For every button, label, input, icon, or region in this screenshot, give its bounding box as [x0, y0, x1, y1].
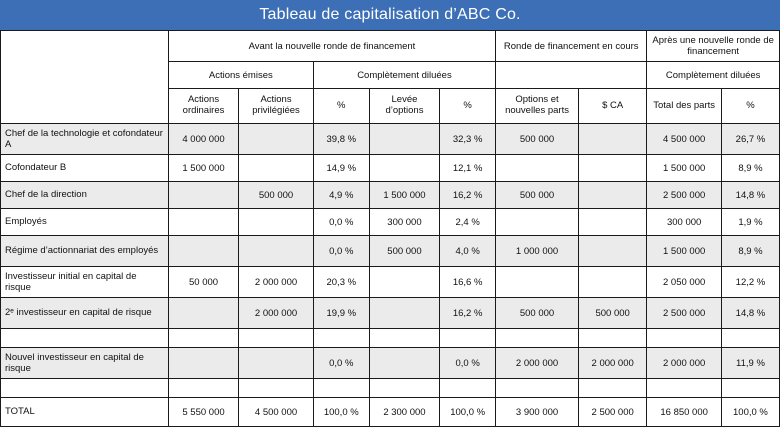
row-cell: 39,8 % — [313, 124, 369, 155]
page-title: Tableau de capitalisation d’ABC Co. — [0, 0, 780, 30]
row-cell: 100,0 % — [440, 398, 496, 427]
table-row — [1, 267, 780, 298]
row-label — [1, 379, 169, 398]
row-cell: 500 000 — [578, 298, 646, 329]
header-col-total-shares: Total des parts — [647, 89, 722, 124]
cap-table — [0, 30, 780, 427]
row-cell: 300 000 — [647, 209, 722, 236]
row-cell: 14,8 % — [721, 182, 779, 209]
row-cell: 14,8 % — [721, 298, 779, 329]
row-cell — [168, 348, 238, 379]
row-cell: 16,6 % — [440, 267, 496, 298]
row-label: Employés — [1, 209, 169, 236]
row-cell: 100,0 % — [313, 398, 369, 427]
row-cell: 300 000 — [369, 209, 439, 236]
table-body — [1, 124, 780, 427]
row-cell: 0,0 % — [313, 236, 369, 267]
row-cell: 1,9 % — [721, 209, 779, 236]
row-cell: 2 000 000 — [496, 348, 579, 379]
row-cell — [578, 329, 646, 348]
row-cell — [440, 329, 496, 348]
row-label: Nouvel investisseur en capital de risque — [1, 348, 169, 379]
row-label: Chef de la direction — [1, 182, 169, 209]
row-cell — [578, 155, 646, 182]
row-cell — [239, 329, 314, 348]
header-group-before-round: Avant la nouvelle ronde de financement — [168, 31, 495, 62]
row-cell — [440, 379, 496, 398]
header-col-pct-diluted-before: % — [440, 89, 496, 124]
row-cell: 4,0 % — [440, 236, 496, 267]
row-cell: 4 000 000 — [168, 124, 238, 155]
row-cell — [496, 209, 579, 236]
table-row — [1, 209, 780, 236]
row-cell — [369, 298, 439, 329]
row-cell — [239, 348, 314, 379]
row-cell: 16,2 % — [440, 298, 496, 329]
row-cell — [239, 155, 314, 182]
header-col-pct-issued: % — [313, 89, 369, 124]
row-cell: 2,4 % — [440, 209, 496, 236]
row-cell: 1 500 000 — [647, 155, 722, 182]
row-cell — [647, 379, 722, 398]
row-cell — [578, 124, 646, 155]
row-cell: 500 000 — [496, 298, 579, 329]
row-cell — [721, 329, 779, 348]
row-cell — [496, 155, 579, 182]
row-cell — [369, 124, 439, 155]
table-row — [1, 298, 780, 329]
header-subgroup-fully-diluted-before: Complètement diluées — [313, 62, 495, 89]
row-cell: 2 000 000 — [578, 348, 646, 379]
row-cell — [496, 267, 579, 298]
table-row — [1, 155, 780, 182]
row-cell: 2 500 000 — [647, 182, 722, 209]
row-label: 2ᵉ investisseur en capital de risque — [1, 298, 169, 329]
table-row — [1, 398, 780, 427]
row-cell — [721, 379, 779, 398]
row-label: Cofondateur B — [1, 155, 169, 182]
row-cell: 4 500 000 — [647, 124, 722, 155]
row-cell: 5 550 000 — [168, 398, 238, 427]
row-cell: 1 000 000 — [496, 236, 579, 267]
row-label: Régime d’actionnariat des employés — [1, 236, 169, 267]
row-cell: 32,3 % — [440, 124, 496, 155]
row-cell: 2 000 000 — [647, 348, 722, 379]
row-cell — [496, 379, 579, 398]
row-cell: 1 500 000 — [647, 236, 722, 267]
row-cell — [369, 348, 439, 379]
row-cell: 50 000 — [168, 267, 238, 298]
row-cell: 20,3 % — [313, 267, 369, 298]
header-corner-cell — [1, 31, 169, 124]
row-cell: 0,0 % — [313, 348, 369, 379]
row-cell — [239, 379, 314, 398]
row-cell — [313, 329, 369, 348]
header-subgroup-fully-diluted-after: Complètement diluées — [647, 62, 780, 89]
table-row — [1, 124, 780, 155]
row-cell: 12,1 % — [440, 155, 496, 182]
row-cell: 4,9 % — [313, 182, 369, 209]
row-cell: 8,9 % — [721, 236, 779, 267]
header-group-current-round: Ronde de financement en cours — [496, 31, 647, 62]
row-cell: 500 000 — [239, 182, 314, 209]
header-subgroup-spacer — [496, 62, 647, 89]
row-cell: 2 500 000 — [578, 398, 646, 427]
row-cell: 500 000 — [369, 236, 439, 267]
row-cell — [369, 329, 439, 348]
row-cell — [168, 379, 238, 398]
row-cell: 16 850 000 — [647, 398, 722, 427]
row-cell: 11,9 % — [721, 348, 779, 379]
row-cell — [239, 236, 314, 267]
row-cell: 19,9 % — [313, 298, 369, 329]
header-col-options-new-shares: Options et nouvelles parts — [496, 89, 579, 124]
table-row — [1, 379, 780, 398]
row-cell — [578, 209, 646, 236]
header-group-after-round: Après une nouvelle ronde de financement — [647, 31, 780, 62]
table-row — [1, 182, 780, 209]
row-cell: 500 000 — [496, 124, 579, 155]
row-label: Investisseur initial en capital de risque — [1, 267, 169, 298]
row-cell — [168, 182, 238, 209]
row-cell: 100,0 % — [721, 398, 779, 427]
row-cell — [369, 155, 439, 182]
row-cell — [369, 267, 439, 298]
row-cell: 16,2 % — [440, 182, 496, 209]
row-cell — [168, 298, 238, 329]
header-group-row — [1, 31, 780, 62]
header-subgroup-issued-shares: Actions émises — [168, 62, 313, 89]
header-col-option-pool: Levée d’options — [369, 89, 439, 124]
row-cell: 12,2 % — [721, 267, 779, 298]
table-row — [1, 329, 780, 348]
row-cell — [239, 209, 314, 236]
row-cell — [578, 182, 646, 209]
row-cell: 26,7 % — [721, 124, 779, 155]
table-header — [1, 31, 780, 124]
row-cell: 500 000 — [496, 182, 579, 209]
row-label: TOTAL — [1, 398, 169, 427]
header-col-cad: $ CA — [578, 89, 646, 124]
row-cell — [647, 329, 722, 348]
table-row — [1, 236, 780, 267]
row-cell — [168, 329, 238, 348]
row-cell — [239, 124, 314, 155]
row-cell: 4 500 000 — [239, 398, 314, 427]
row-cell — [578, 379, 646, 398]
header-col-preferred-shares: Actions privilégiées — [239, 89, 314, 124]
header-col-common-shares: Actions ordinaires — [168, 89, 238, 124]
row-cell: 3 900 000 — [496, 398, 579, 427]
header-col-pct-diluted-after: % — [721, 89, 779, 124]
row-cell: 14,9 % — [313, 155, 369, 182]
row-cell: 2 050 000 — [647, 267, 722, 298]
row-cell — [369, 379, 439, 398]
row-cell: 2 000 000 — [239, 298, 314, 329]
row-cell: 8,9 % — [721, 155, 779, 182]
row-label: Chef de la technologie et cofondateur A — [1, 124, 169, 155]
row-cell: 0,0 % — [313, 209, 369, 236]
row-cell — [168, 209, 238, 236]
row-cell: 2 500 000 — [647, 298, 722, 329]
row-cell — [578, 267, 646, 298]
row-cell — [168, 236, 238, 267]
row-cell — [578, 236, 646, 267]
row-cell — [313, 379, 369, 398]
row-cell: 1 500 000 — [369, 182, 439, 209]
row-cell: 2 300 000 — [369, 398, 439, 427]
table-row — [1, 348, 780, 379]
row-cell — [496, 329, 579, 348]
row-label — [1, 329, 169, 348]
row-cell: 1 500 000 — [168, 155, 238, 182]
row-cell: 0,0 % — [440, 348, 496, 379]
row-cell: 2 000 000 — [239, 267, 314, 298]
